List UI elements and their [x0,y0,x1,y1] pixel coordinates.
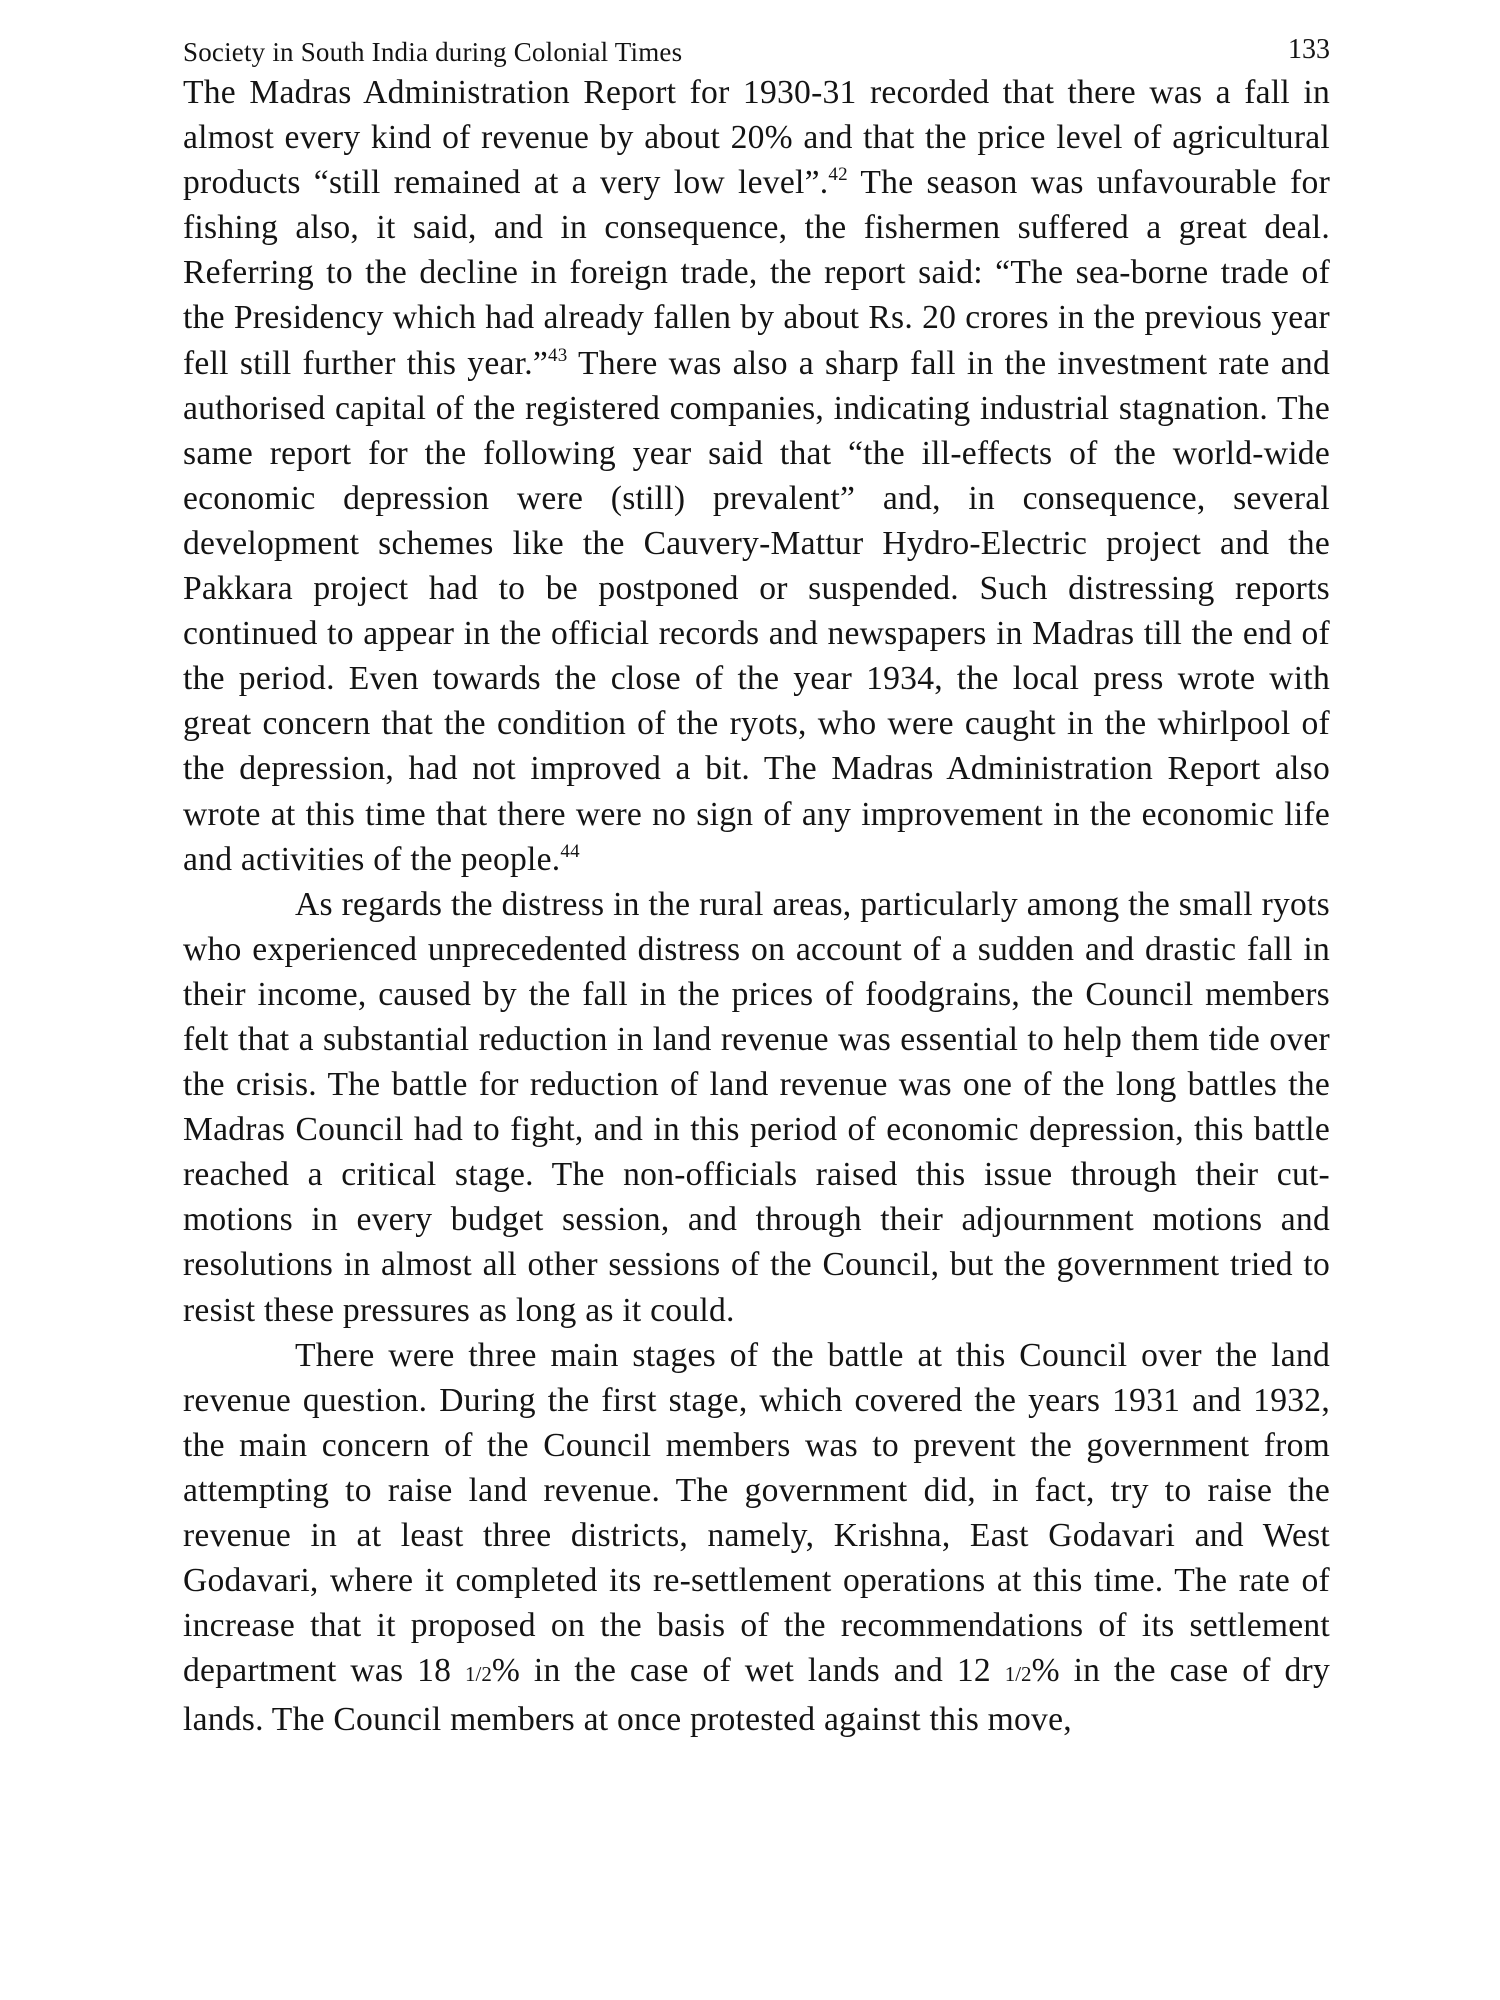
fraction-half-1: 1/2 [465,1662,492,1687]
running-head: Society in South India during Colonial Times [183,37,683,67]
footnote-marker-43: 43 [548,344,568,366]
footnote-marker-42: 42 [828,164,848,186]
paragraph-3-text-c: % in the case of dry lands. The Council members at once protested against this move, [183,1652,1330,1739]
body-text [183,70,1330,1742]
book-page [183,24,1330,1984]
paragraph-3 [183,1333,1330,1743]
paragraph-1-text-a: The Madras Administration Report for 1930-31 recorded that there was a fall in almost every kind of revenue by about 20% and that the price level of agricultural products “still remained at a very low level”. [183,74,1330,202]
page-header [183,24,1330,68]
paragraph-1-text-c: There was also a sharp fall in the investment rate and authorised capital of the registered companies, indicating industrial stagnation. The same report for the following year said that “the ill-effects of the world-wide economic depression were (still) prevalent” and, in consequence, several development schemes like the Cauvery-Mattur Hydro-Electric project and the Pakkara project had to be postponed or suspended. Such distressing reports continued to appear in the official records and newspapers in Madras till the end of the period. Even towards the close of the year 1934, the local press wrote with great concern that the condition of the ryots, who were caught in the whirlpool of the depression, had not improved a bit. The Madras Administration Report also wrote at this time that there were no sign of any improvement in the economic life and activities of the people. [183,344,1330,878]
paragraph-2: As regards the distress in the rural areas, particularly among the small ryots who experienced unprecedented distress on account of a sudden and drastic fall in their income, caused by the fall in the prices of foodgrains, the Council members felt that a substantial reduction in land revenue was essential to help them tide over the crisis. The battle for reduction of land revenue was one of the long battles the Madras Council had to fight, and in this period of economic depression, this battle reached a critical stage. The non-officials raised this issue through their cut-motions in every budget session, and through their adjournment motions and resolutions in almost all other sessions of the Council, but the government tried to resist these pressures as long as it could. [183,885,1330,1329]
paragraph-3-text-b: % in the case of wet lands and 12 [491,1652,1005,1690]
paragraph-1-text-b: The season was unfavourable for fishing also, it said, and in consequence, the fishermen suffered a great deal. Referring to the decline in foreign trade, the report said: “The sea-borne trade of the Presidency which had already fallen by about Rs. 20 crores in the previous year fell still further this year.” [183,164,1331,382]
paragraph-1 [183,70,1330,882]
footnote-marker-44: 44 [560,840,580,862]
page-number: 133 [1288,34,1330,65]
paragraph-3-text-a: There were three main stages of the battle at this Council over the land revenue question. During the first stage, which covered the years 1931 and 1932, the main concern of the Council members was to prevent the government from attempting to raise land revenue. The government did, in fact, try to raise the revenue in at least three districts, namely, Krishna, East Godavari and West Godavari, where it completed its re-settlement operations at this time. The rate of increase that it proposed on the basis of the recommendations of its settlement department was 18 [183,1336,1330,1690]
fraction-half-2: 1/2 [1004,1662,1032,1687]
